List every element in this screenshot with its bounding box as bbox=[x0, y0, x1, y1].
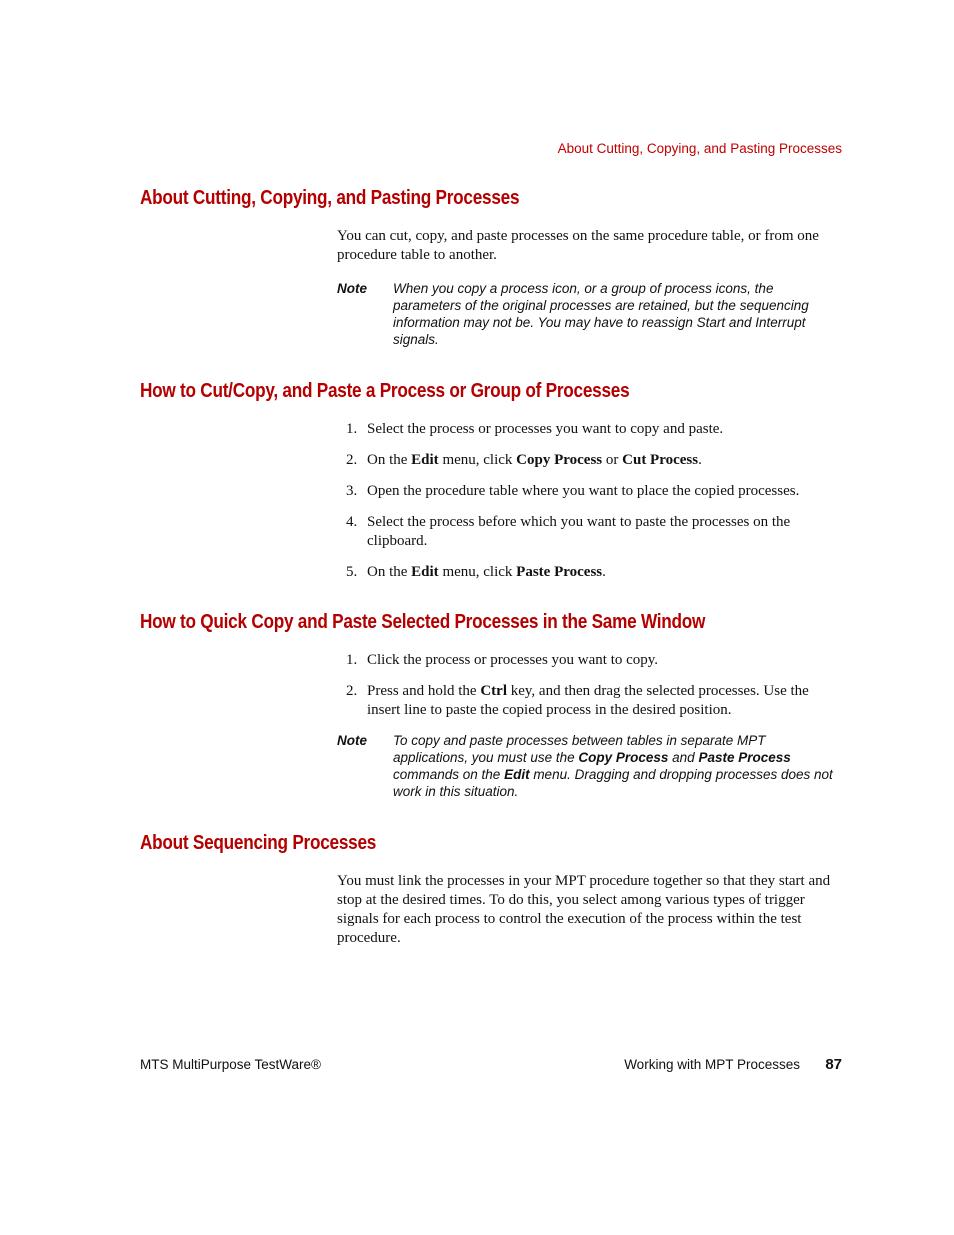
list-item bbox=[337, 513, 842, 551]
list-item bbox=[337, 651, 842, 670]
step-text: Open the procedure table where you want to place the copied processes. bbox=[367, 483, 800, 499]
footer-product-name: MTS MultiPurpose TestWare® bbox=[140, 1057, 321, 1072]
steps-list-quick-copy bbox=[337, 651, 842, 732]
step-text: On the bbox=[367, 564, 412, 580]
note-label: Note bbox=[337, 733, 367, 748]
list-item bbox=[337, 482, 842, 501]
note-text-part: and bbox=[668, 750, 699, 765]
step-text: Press and hold the bbox=[367, 683, 481, 699]
step-number: 1. bbox=[346, 652, 358, 668]
list-item bbox=[337, 451, 842, 470]
command-copy-process: Copy Process bbox=[516, 452, 603, 468]
command-paste-process: Paste Process bbox=[698, 750, 791, 765]
note-text bbox=[393, 732, 842, 800]
running-header: About Cutting, Copying, and Pasting Processes bbox=[557, 141, 842, 156]
step-text: key, and then drag the selected processes. Use the insert line to paste the copied process in the desired position. bbox=[367, 683, 809, 718]
section-heading-cut-copy-paste-howto: How to Cut/Copy, and Paste a Process or Group of Processes bbox=[140, 380, 630, 402]
note-text-part: commands on the bbox=[393, 767, 505, 782]
step-number: 1. bbox=[346, 421, 358, 437]
section-heading-quick-copy-paste: How to Quick Copy and Paste Selected Processes in the Same Window bbox=[140, 611, 706, 633]
note-label: Note bbox=[337, 281, 367, 296]
step-text: or bbox=[602, 452, 623, 468]
step-text: menu, click bbox=[438, 452, 517, 468]
intro-paragraph: You can cut, copy, and paste processes on the same procedure table, or from one procedure table to another. bbox=[337, 228, 819, 263]
note-block bbox=[337, 732, 842, 800]
step-number: 2. bbox=[346, 452, 358, 468]
menu-name-edit: Edit bbox=[504, 767, 530, 782]
step-text: On the bbox=[367, 452, 412, 468]
step-number: 3. bbox=[346, 483, 358, 499]
command-cut-process: Cut Process bbox=[622, 452, 699, 468]
step-number: 4. bbox=[346, 514, 358, 530]
command-paste-process: Paste Process bbox=[516, 564, 603, 580]
step-text: Select the process or processes you want to copy and paste. bbox=[367, 421, 724, 437]
note-text-part: To copy and paste processes between tables in separate MPT applications, you must use the bbox=[393, 733, 766, 765]
step-text: . bbox=[602, 564, 606, 580]
step-text: Click the process or processes you want to copy. bbox=[367, 652, 659, 668]
command-copy-process: Copy Process bbox=[578, 750, 669, 765]
step-number: 2. bbox=[346, 683, 358, 699]
list-item bbox=[337, 682, 842, 720]
key-name-ctrl: Ctrl bbox=[480, 683, 507, 699]
step-text: menu, click bbox=[438, 564, 517, 580]
menu-name-edit: Edit bbox=[411, 564, 439, 580]
section-heading-sequencing: About Sequencing Processes bbox=[140, 832, 377, 854]
step-number: 5. bbox=[346, 564, 358, 580]
note-text-part: menu. Dragging and dropping processes does not work in this situation. bbox=[393, 767, 833, 799]
note-text: When you copy a process icon, or a group of process icons, the parameters of the original processes are retained, but the sequencing information may not be. You may have to reassign Start and Interrupt signals. bbox=[393, 281, 809, 347]
sequencing-paragraph: You must link the processes in your MPT procedure together so that they start and stop at the desired times. To do this, you select among various types of trigger signals for each process to control the execution of the process within the test procedure. bbox=[337, 873, 831, 946]
step-text: . bbox=[698, 452, 702, 468]
list-item bbox=[337, 563, 842, 582]
list-item bbox=[337, 420, 842, 439]
page-number: 87 bbox=[825, 1056, 842, 1073]
note-block bbox=[337, 280, 842, 348]
section-heading-cut-copy-paste: About Cutting, Copying, and Pasting Processes bbox=[140, 187, 520, 209]
footer-chapter-title: Working with MPT Processes bbox=[624, 1057, 800, 1072]
step-text: Select the process before which you want to paste the processes on the clipboard. bbox=[367, 514, 791, 549]
menu-name-edit: Edit bbox=[411, 452, 439, 468]
steps-list-cut-copy-paste bbox=[337, 420, 842, 594]
